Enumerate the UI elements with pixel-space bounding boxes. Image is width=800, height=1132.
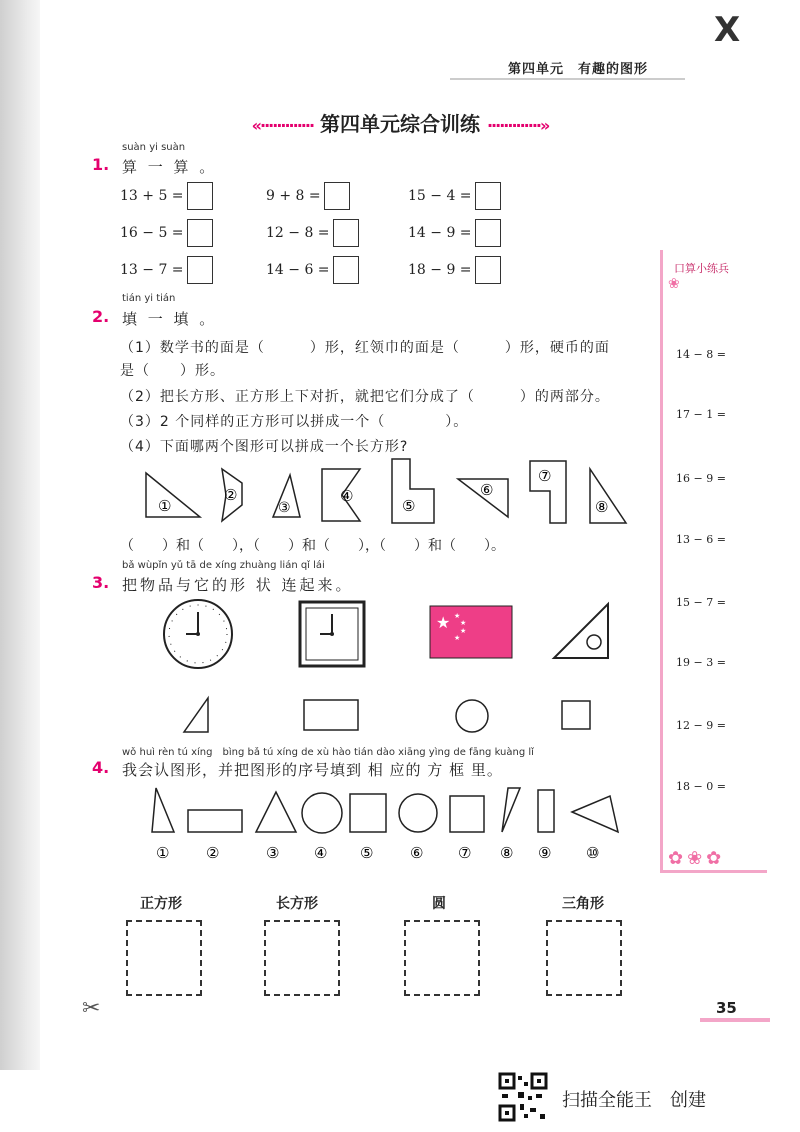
shape-6-circle xyxy=(399,794,437,832)
unit-header: 第四单元 有趣的图形 xyxy=(508,62,649,77)
shape-10-triangle xyxy=(572,796,618,832)
answer-box[interactable] xyxy=(324,182,350,210)
shape-label: ④ xyxy=(314,844,328,862)
q1-equation: 13 − 7 = xyxy=(120,256,213,284)
q2-pinyin: tián yi tián xyxy=(122,293,176,304)
qr-code-icon xyxy=(498,1072,548,1122)
round-clock-object[interactable] xyxy=(164,600,232,668)
title-right-deco: ·············» xyxy=(486,116,549,135)
q2-line-5: （4）下面哪两个图形可以拼成一个长方形? xyxy=(120,439,409,455)
shape-8-triangle xyxy=(502,788,520,832)
q4-number: 4. xyxy=(92,758,110,777)
q2-answer-line: （ ）和（ ），（ ）和（ ），（ ）和（ ）。 xyxy=(120,538,505,554)
title-left-deco: «············· xyxy=(251,116,314,135)
title-text: 第四单元综合训练 xyxy=(320,112,480,136)
q3-number: 3. xyxy=(92,573,110,592)
shape-label: ① xyxy=(156,844,170,862)
shape-7-square xyxy=(450,796,484,832)
category-label-rectangle: 长方形 xyxy=(276,896,318,912)
shape-label: ⑧ xyxy=(595,498,609,516)
flower-decoration-icon: ❀ xyxy=(668,276,680,292)
answer-box-circle[interactable] xyxy=(404,920,480,996)
scanner-watermark-text: 扫描全能王 创建 xyxy=(562,1090,706,1111)
q1-equation: 12 − 8 = xyxy=(266,219,359,247)
shape-label: ⑤ xyxy=(402,497,416,515)
q1-equation: 16 − 5 = xyxy=(120,219,213,247)
sidebar-equation: 15 − 7 = xyxy=(676,596,726,609)
shape-label: ⑥ xyxy=(410,844,424,862)
q2-line-2: 是（ ）形。 xyxy=(120,363,225,379)
triangle-shape[interactable] xyxy=(184,698,208,732)
star-icon: ★ xyxy=(454,612,461,620)
shape-1-triangle xyxy=(152,788,174,832)
shape-label: ⑩ xyxy=(586,844,600,862)
q1-equation: 9 + 8 = xyxy=(266,182,350,210)
q2-number: 2. xyxy=(92,307,110,326)
q1-number: 1. xyxy=(92,155,110,174)
q1-equation: 18 − 9 = xyxy=(408,256,501,284)
shape-label: ⑤ xyxy=(360,844,374,862)
shape-5-square xyxy=(350,794,386,832)
shape-label: ② xyxy=(206,844,220,862)
q1-text: 算 一 算 。 xyxy=(122,158,218,176)
square-clock-object[interactable] xyxy=(300,602,364,666)
answer-box[interactable] xyxy=(333,219,359,247)
circle-shape[interactable] xyxy=(456,700,488,732)
corner-mark: X xyxy=(714,10,741,50)
answer-box[interactable] xyxy=(187,182,213,210)
answer-box[interactable] xyxy=(475,219,501,247)
set-square-object[interactable] xyxy=(554,604,608,658)
q1-equation: 15 − 4 = xyxy=(408,182,501,210)
category-label-square: 正方形 xyxy=(140,896,182,912)
answer-box[interactable] xyxy=(187,219,213,247)
shape-label: ③ xyxy=(266,844,280,862)
answer-box-rectangle[interactable] xyxy=(264,920,340,996)
scissors-icon: ✂ xyxy=(82,996,101,1021)
sidebar-equation: 14 − 8 = xyxy=(676,348,726,361)
shape-1-triangle xyxy=(146,473,200,517)
sidebar-equation: 19 − 3 = xyxy=(676,656,726,669)
q2-line-3: （2）把长方形、正方形上下对折，就把它们分成了（ ）的两部分。 xyxy=(120,389,610,405)
q1-equation: 14 − 9 = xyxy=(408,219,501,247)
shape-label: ⑦ xyxy=(458,844,472,862)
shape-label: ⑧ xyxy=(500,844,514,862)
shape-2-rectangle xyxy=(188,810,242,832)
square-shape[interactable] xyxy=(562,701,590,729)
header-rule xyxy=(450,78,685,80)
q4-pinyin: wǒ huì rèn tú xíng bìng bǎ tú xíng de xù hào tián dào xiāng yìng de fāng kuàng lǐ xyxy=(122,747,534,758)
q3-objects-and-shapes xyxy=(160,598,640,738)
shape-label: ② xyxy=(224,486,238,504)
shape-label: ③ xyxy=(278,500,291,516)
answer-box-triangle[interactable] xyxy=(546,920,622,996)
category-label-circle: 圆 xyxy=(432,896,446,912)
q1-equation: 13 + 5 = xyxy=(120,182,213,210)
shape-9-rectangle xyxy=(538,790,554,832)
page-title xyxy=(170,108,630,137)
star-icon: ★ xyxy=(454,634,461,642)
q2-shapes xyxy=(130,455,650,530)
q1-equation: 14 − 6 = xyxy=(266,256,359,284)
category-label-triangle: 三角形 xyxy=(562,896,604,912)
answer-box[interactable] xyxy=(475,182,501,210)
answer-box-square[interactable] xyxy=(126,920,202,996)
sidebar-label: 口算小练兵 xyxy=(674,262,729,275)
shape-label: ⑦ xyxy=(538,467,552,485)
flag-object[interactable] xyxy=(430,606,512,658)
flower-decoration-icon: ✿❀✿ xyxy=(668,848,726,869)
page-number-bar xyxy=(700,1018,770,1022)
q2-line-4: （3）2 个同样的正方形可以拼成一个（ ）。 xyxy=(120,414,469,430)
q2-line-1: （1）数学书的面是（ ）形，红领巾的面是（ ）形，硬币的面 xyxy=(120,340,610,356)
q2-text: 填 一 填 。 xyxy=(122,310,218,328)
star-icon: ★ xyxy=(460,627,467,635)
shape-label: ⑥ xyxy=(480,481,494,499)
sidebar-equation: 17 − 1 = xyxy=(676,408,726,421)
q1-pinyin: suàn yi suàn xyxy=(122,142,186,153)
shape-label: ① xyxy=(158,497,172,515)
rectangle-shape[interactable] xyxy=(304,700,358,730)
shape-label: ⑨ xyxy=(538,844,552,862)
sidebar-equation: 16 − 9 = xyxy=(676,472,726,485)
answer-box[interactable] xyxy=(475,256,501,284)
sidebar-equation: 12 − 9 = xyxy=(676,719,726,732)
q3-text: 把物品与它的形 状 连起来。 xyxy=(122,576,354,594)
shape-3-triangle xyxy=(256,792,296,832)
shape-label: ④ xyxy=(340,487,354,505)
page-number: 35 xyxy=(716,999,737,1017)
answer-box[interactable] xyxy=(333,256,359,284)
answer-box[interactable] xyxy=(187,256,213,284)
q4-shapes xyxy=(140,782,640,864)
book-binding-shadow xyxy=(0,0,40,1070)
sidebar-equation: 18 − 0 = xyxy=(676,780,726,793)
sidebar-equation: 13 − 6 = xyxy=(676,533,726,546)
q3-pinyin: bǎ wùpǐn yǔ tā de xíng zhuàng lián qǐ lái xyxy=(122,560,325,571)
star-icon: ★ xyxy=(460,619,467,627)
shape-4-circle xyxy=(302,793,342,833)
star-icon: ★ xyxy=(436,613,451,632)
q4-text: 我会认图形，并把图形的序号填到 相 应的 方 框 里。 xyxy=(122,761,503,779)
